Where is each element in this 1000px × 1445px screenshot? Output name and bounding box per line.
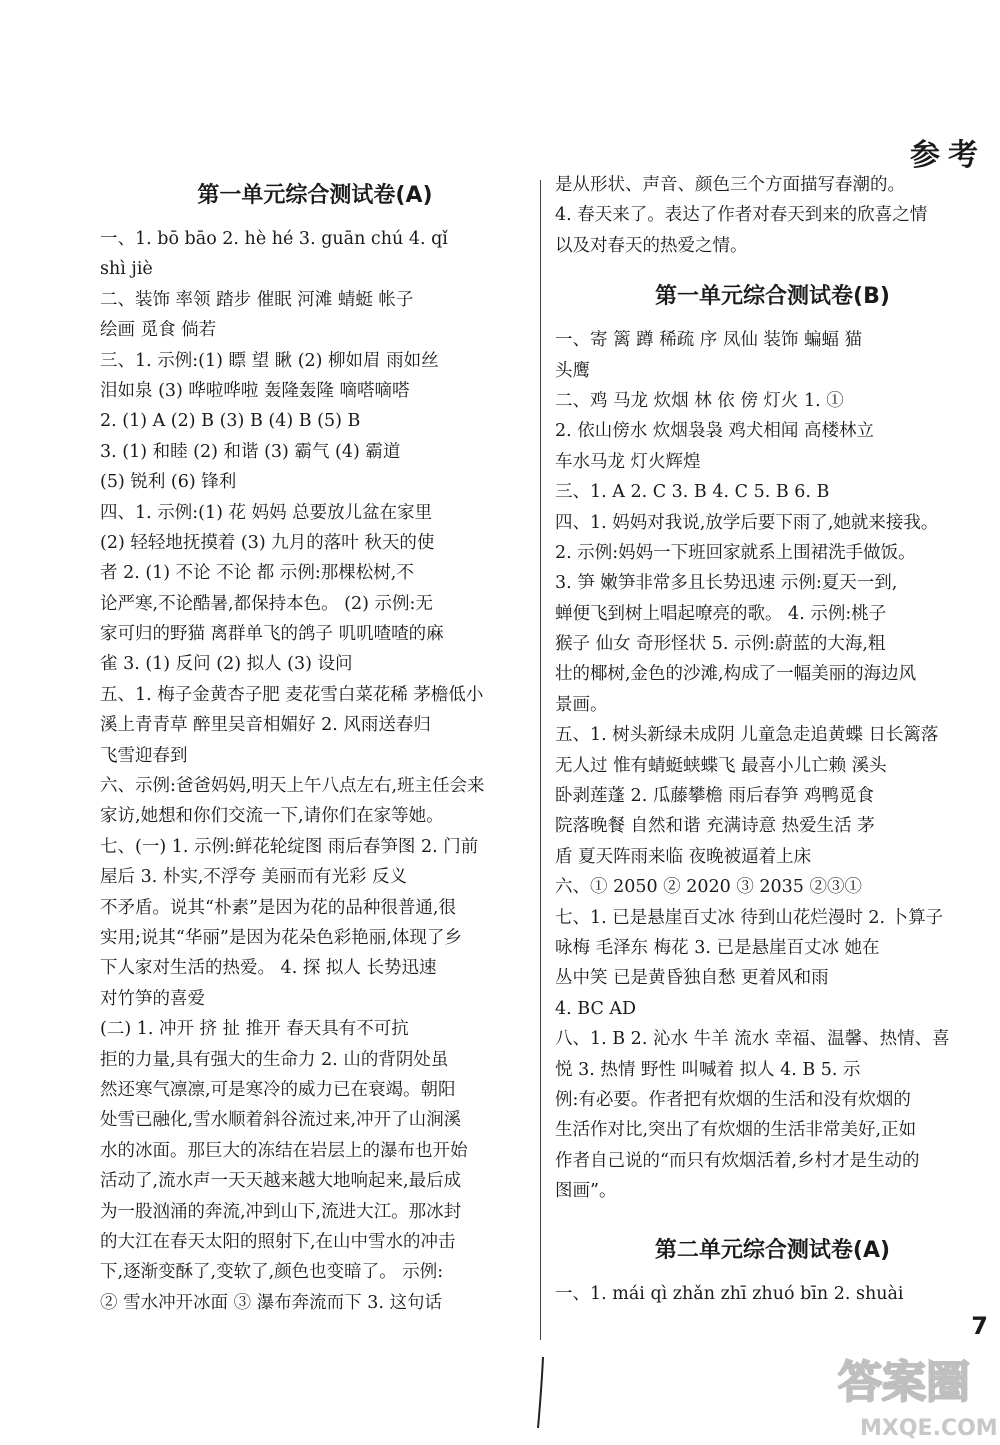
left-answer-line: 对竹笋的喜爱 [100, 988, 205, 1009]
unit1-b-answer-line: 四、1. 妈妈对我说,放学后要下雨了,她就来接我。 [555, 512, 939, 533]
left-answer-line: 拒的力量,具有强大的生命力 2. 山的背阴处虽 [100, 1049, 449, 1070]
left-answer-line: 绘画 觅食 倘若 [100, 320, 217, 341]
right-intro-line: 以及对春天的热爱之情。 [555, 235, 748, 256]
unit1-b-answer-line: 蝉便飞到树上唱起嘹亮的歌。 4. 示例:桃子 [555, 603, 887, 624]
unit1-b-answer-line: 壮的椰树,金色的沙滩,构成了一幅美丽的海边风 [555, 664, 917, 685]
unit1-b-answer-line: 车水马龙 灯火辉煌 [555, 451, 701, 472]
unit1-b-answer-lines [555, 325, 990, 1206]
page-header-title: 参考 [910, 138, 986, 173]
unit1-b-answer-line: 4. BC AD [555, 998, 637, 1019]
watermark-logo [830, 1345, 1000, 1440]
left-answer-line: 泪如泉 (3) 哗啦哗啦 轰隆轰隆 嘀嗒嘀嗒 [100, 380, 410, 401]
unit1-b-answer-line: 头鹰 [555, 360, 590, 381]
right-intro-line: 4. 春天来了。表达了作者对春天到来的欣喜之情 [555, 205, 928, 226]
left-answer-line: 家可归的野猫 离群单飞的鸽子 叽叽喳喳的麻 [100, 624, 444, 645]
column-divider [540, 180, 541, 1340]
unit1-b-answer-line: 院落晚餐 自然和谐 充满诗意 热爱生活 茅 [555, 816, 875, 837]
unit1-b-answer-line: 咏梅 毛泽东 梅花 3. 已是悬崖百丈冰 她在 [555, 937, 880, 958]
left-answer-line: (2) 轻轻地抚摸着 (3) 九月的落叶 秋天的使 [100, 532, 435, 553]
left-answer-line: 为一股汹涌的奔流,冲到山下,流进大江。那冰封 [100, 1201, 462, 1222]
left-answer-line: 四、1. 示例:(1) 花 妈妈 总要放儿盆在家里 [100, 502, 433, 523]
left-answer-line: 五、1. 梅子金黄杏子肥 麦花雪白菜花稀 茅檐低小 [100, 684, 484, 705]
left-answer-line: 飞雪迎春到 [100, 745, 188, 766]
watermark-url: MXQE.COM [860, 1416, 998, 1440]
unit1-b-answer-line: 3. 笋 嫩笋非常多且长势迅速 示例:夏天一到, [555, 573, 898, 594]
unit1-b-answer-line: 悦 3. 热情 野性 叫喊着 拟人 4. B 5. 示 [555, 1059, 861, 1080]
left-answer-line: 水的冰面。那巨大的冻结在岩层上的瀑布也开始 [100, 1140, 468, 1161]
left-answer-line: 一、1. bō bāo 2. hè hé 3. guān chú 4. qǐ [100, 229, 448, 249]
unit1-b-answer-line: 五、1. 树头新绿未成阴 儿童急走追黄蝶 日长篱落 [555, 725, 939, 746]
left-answer-line: ② 雪水冲开冰面 ③ 瀑布奔流而下 3. 这句话 [100, 1292, 443, 1313]
left-answer-line: 下人家对生活的热爱。 4. 探 拟人 长势迅速 [100, 958, 437, 979]
unit1-b-answer-line: 盾 夏天阵雨来临 夜晚被逼着上床 [555, 846, 812, 867]
pen-stroke-mark [535, 1355, 547, 1430]
unit1-b-answer-line: 二、鸡 马龙 炊烟 林 依 傍 灯火 1. ① [555, 390, 844, 411]
left-answer-line: 活动了,流水声一天天越来越大地响起来,最后成 [100, 1171, 462, 1192]
left-column [100, 170, 530, 1318]
left-answer-line: 不矛盾。说其“朴素”是因为花的品种很普通,很 [100, 897, 456, 918]
left-answer-line: (5) 锐利 (6) 锋利 [100, 472, 237, 493]
unit1-b-answer-line: 2. 示例:妈妈一下班回家就系上围裙洗手做饭。 [555, 542, 916, 563]
left-answer-line: 者 2. (1) 不论 不论 都 示例:那棵松树,不 [100, 563, 414, 584]
unit1-b-answer-line: 生活作对比,突出了有炊烟的生活非常美好,正如 [555, 1120, 917, 1141]
unit2-a-answer-line: 一、1. mái qì zhǎn zhī zhuó bīn 2. shuài [555, 1283, 904, 1304]
left-answer-line: 论严寒,不论酷暑,都保持本色。 (2) 示例:无 [100, 593, 433, 614]
unit1-b-answer-line: 作者自己说的“而只有炊烟活着,乡村才是生动的 [555, 1150, 920, 1171]
unit1-b-answer-line: 丛中笑 已是黄昏独自愁 更着风和雨 [555, 968, 829, 989]
left-answer-line: 二、装饰 率领 踏步 催眠 河滩 蜻蜓 帐子 [100, 289, 414, 310]
unit1-b-answer-line: 三、1. A 2. C 3. B 4. C 5. B 6. B [555, 482, 830, 503]
left-answer-line: 的大江在春天太阳的照射下,在山中雪水的冲击 [100, 1231, 456, 1252]
unit1-b-answer-line: 猴子 仙女 奇形怪状 5. 示例:蔚蓝的大海,粗 [555, 634, 886, 655]
unit1-b-answer-line: 卧剥莲蓬 2. 瓜藤攀檐 雨后春笋 鸡鸭觅食 [555, 786, 874, 807]
left-answer-line: 七、(一) 1. 示例:鲜花轮绽图 雨后春笋图 2. 门前 [100, 836, 479, 857]
unit1-b-answer-line: 无人过 惟有蜻蜓蛱蝶飞 最喜小儿亡赖 溪头 [555, 755, 887, 776]
right-intro-lines [555, 170, 990, 261]
right-intro-line: 是从形状、声音、颜色三个方面描写春潮的。 [555, 175, 905, 195]
unit1-b-answer-line: 2. 依山傍水 炊烟袅袅 鸡犬相闻 高楼林立 [555, 421, 874, 442]
unit2-a-answer-lines [555, 1279, 990, 1309]
right-column [555, 170, 990, 1309]
section-title-unit1-b: 第一单元综合测试卷(B) [655, 284, 890, 310]
page-number: 7 [971, 1312, 988, 1340]
unit1-b-answer-line: 八、1. B 2. 沁水 牛羊 流水 幸福、温馨、热情、喜 [555, 1029, 950, 1050]
left-answer-line: (二) 1. 冲开 挤 扯 推开 春天具有不可抗 [100, 1019, 409, 1040]
watermark-logo-text: 答案圈 [838, 1357, 970, 1408]
unit1-b-answer-line: 图画”。 [555, 1181, 617, 1202]
left-answer-line: 屋后 3. 朴实,不浮夸 美丽而有光彩 反义 [100, 867, 408, 888]
left-answer-line: 处雪已融化,雪水顺着斜谷流过来,冲开了山涧溪 [100, 1110, 462, 1131]
left-answer-line: 雀 3. (1) 反问 (2) 拟人 (3) 设问 [100, 654, 353, 675]
left-answer-line: 下,逐渐变酥了,变软了,颜色也变暗了。 示例: [100, 1262, 444, 1283]
left-answer-line: 家访,她想和你们交流一下,请你们在家等她。 [100, 806, 444, 827]
left-answer-line: 然还寒气凛凛,可是寒冷的威力已在衰竭。朝阳 [100, 1079, 456, 1100]
unit1-b-answer-line: 例:有必要。作者把有炊烟的生活和没有炊烟的 [555, 1089, 911, 1110]
left-answer-line: 2. (1) A (2) B (3) B (4) B (5) B [100, 411, 361, 432]
unit1-b-answer-line: 七、1. 已是悬崖百丈冰 待到山花烂漫时 2. 卜算子 [555, 907, 944, 928]
section-title-unit2-a: 第二单元综合测试卷(A) [654, 1237, 891, 1263]
left-answer-line: 实用;说其“华丽”是因为花朵色彩艳丽,体现了乡 [100, 927, 462, 948]
left-answer-line: 三、1. 示例:(1) 瞟 望 瞅 (2) 柳如眉 雨如丝 [100, 350, 439, 371]
unit1-b-answer-line: 六、① 2050 ② 2020 ③ 2035 ②③① [555, 877, 862, 898]
left-answer-line: 3. (1) 和睦 (2) 和谐 (3) 霸气 (4) 霸道 [100, 441, 401, 462]
section-title-unit1-a: 第一单元综合测试卷(A) [197, 183, 433, 208]
unit1-b-answer-line: 一、寄 篱 蹲 稀疏 序 凤仙 装饰 蝙蝠 猫 [555, 330, 863, 351]
left-answer-lines [100, 224, 530, 1318]
left-answer-line: 溪上青青草 醉里吴音相媚好 2. 风雨送春归 [100, 715, 431, 736]
unit1-b-answer-line: 景画。 [555, 694, 608, 715]
left-answer-line: shì jiè [100, 259, 153, 280]
left-answer-line: 六、示例:爸爸妈妈,明天上午八点左右,班主任会来 [100, 776, 485, 797]
